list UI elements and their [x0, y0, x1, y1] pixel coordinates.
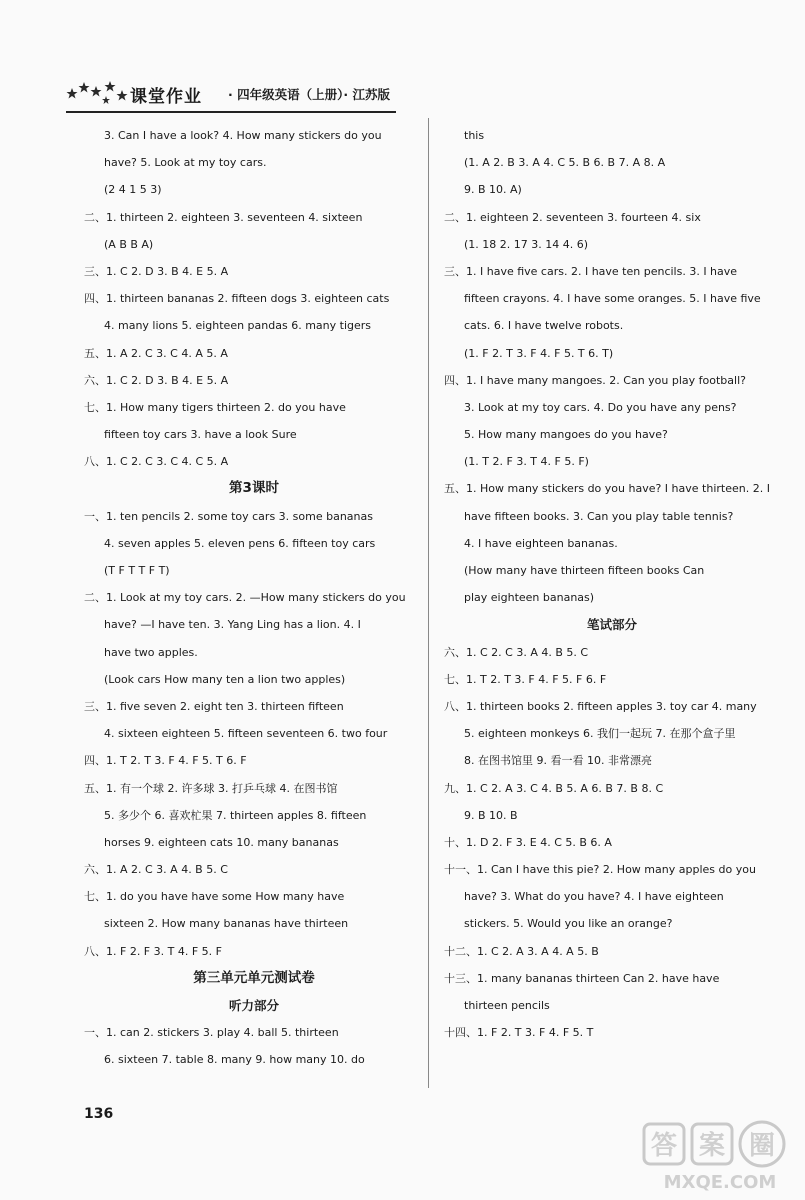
right-answer-line: 十、1. D 2. F 3. E 4. C 5. B 6. A	[444, 835, 612, 849]
svg-text:案: 案	[698, 1131, 726, 1161]
right-answer-line: 4. I have eighteen bananas.	[464, 536, 618, 550]
left-section-heading: 听力部分	[228, 998, 279, 1013]
page-number: 136	[84, 1106, 114, 1122]
left-answer-line: (T F T T F T)	[104, 564, 170, 577]
left-answer-line: (A B B A)	[104, 237, 154, 251]
right-answer-line: 5. How many mangoes do you have?	[464, 428, 668, 442]
left-answer-line: 二、1. thirteen 2. eighteen 3. seventeen 4. sixteen	[84, 210, 363, 224]
left-answer-line: 5. 多少个 6. 喜欢杧果 7. thirteen apples 8. fifteen	[104, 808, 367, 822]
right-answer-line: 七、1. T 2. T 3. F 4. F 5. F 6. F	[444, 672, 607, 686]
right-answer-line: 八、1. thirteen books 2. fifteen apples 3. toy car 4. many	[444, 699, 757, 713]
left-answer-line: 3. Can I have a look? 4. How many stickers do you	[104, 129, 382, 142]
right-column	[444, 122, 780, 1046]
right-answer-line: thirteen pencils	[464, 999, 550, 1012]
left-answer-line: 一、1. ten pencils 2. some toy cars 3. some bananas	[84, 509, 373, 523]
right-answer-line: 六、1. C 2. C 3. A 4. B 5. C	[444, 645, 589, 659]
right-answer-line: (1. A 2. B 3. A 4. C 5. B 6. B 7. A 8. A	[464, 156, 666, 170]
right-answer-line: (How many have thirteen fifteen books Can	[464, 564, 705, 577]
left-answer-line: 三、1. C 2. D 3. B 4. E 5. A	[84, 264, 229, 278]
left-answer-line: 三、1. five seven 2. eight ten 3. thirteen fifteen	[84, 699, 344, 713]
stars-logo-icon	[66, 78, 130, 106]
left-answer-line: 五、1. 有一个球 2. 许多球 3. 打乒乓球 4. 在图书馆	[84, 781, 338, 795]
book-title: 课堂作业	[130, 87, 202, 107]
right-answer-line: (1. F 2. T 3. F 4. F 5. T 6. T)	[464, 346, 614, 360]
left-answer-line: (Look cars How many ten a lion two apples)	[104, 672, 346, 686]
left-answer-line: sixteen 2. How many bananas have thirteen	[104, 917, 349, 931]
right-answer-line: 五、1. How many stickers do you have? I have thirteen. 2. I	[444, 482, 770, 496]
left-answer-line: 4. sixteen eighteen 5. fifteen seventeen 6. two four	[104, 727, 388, 741]
left-answer-line: fifteen toy cars 3. have a look Sure	[104, 428, 297, 442]
right-answer-line: 二、1. eighteen 2. seventeen 3. fourteen 4. six	[444, 210, 701, 224]
right-answer-line: have fifteen books. 3. Can you play table tennis?	[464, 509, 734, 523]
left-answer-line: 4. seven apples 5. eleven pens 6. fifteen toy cars	[104, 536, 376, 550]
right-answer-line: 5. eighteen monkeys 6. 我们一起玩 7. 在那个盒子里	[464, 727, 736, 741]
right-answer-line: have? 3. What do you have? 4. I have eighteen	[464, 890, 724, 904]
left-answer-line: (2 4 1 5 3)	[104, 183, 162, 197]
right-answer-line: 3. Look at my toy cars. 4. Do you have any pens?	[464, 400, 737, 414]
right-answer-line: 十四、1. F 2. T 3. F 4. F 5. T	[444, 1026, 594, 1040]
left-answer-line: 四、1. T 2. T 3. F 4. F 5. T 6. F	[84, 754, 247, 768]
left-answer-line: have two apples.	[104, 645, 198, 659]
left-answer-line: 七、1. do you have have some How many have	[84, 890, 345, 904]
left-answer-line: 四、1. thirteen bananas 2. fifteen dogs 3. eighteen cats	[84, 292, 390, 306]
left-answer-line: 4. many lions 5. eighteen pandas 6. many tigers	[104, 319, 371, 333]
right-answer-line: (1. T 2. F 3. T 4. F 5. F)	[464, 455, 589, 469]
left-section-heading: 第三单元单元测试卷	[193, 969, 315, 986]
right-answer-line: play eighteen bananas)	[464, 591, 595, 605]
watermark-logo-icon	[640, 1118, 800, 1194]
left-answer-line: 6. sixteen 7. table 8. many 9. how many 10. do	[104, 1053, 365, 1067]
right-answer-line: cats. 6. I have twelve robots.	[464, 319, 624, 333]
left-answer-line: 六、1. C 2. D 3. B 4. E 5. A	[84, 373, 229, 387]
svg-text:MXQE.COM: MXQE.COM	[663, 1172, 777, 1193]
right-answer-line: 九、1. C 2. A 3. C 4. B 5. A 6. B 7. B 8. C	[444, 781, 664, 795]
left-section-heading: 第3课时	[229, 480, 279, 497]
left-answer-line: 七、1. How many tigers thirteen 2. do you have	[84, 400, 346, 414]
svg-text:圈: 圈	[748, 1131, 776, 1161]
right-answer-line: 四、1. I have many mangoes. 2. Can you play football?	[444, 373, 746, 387]
right-answer-line: 三、1. I have five cars. 2. I have ten pencils. 3. I have	[444, 264, 738, 278]
column-divider	[428, 118, 429, 1088]
right-answer-line: stickers. 5. Would you like an orange?	[464, 917, 673, 931]
left-answer-line: 八、1. C 2. C 3. C 4. C 5. A	[84, 455, 229, 469]
left-answer-line: 一、1. can 2. stickers 3. play 4. ball 5. thirteen	[84, 1026, 339, 1040]
right-section-heading: 笔试部分	[586, 617, 637, 633]
left-column	[84, 122, 424, 1074]
left-answer-line: have? —I have ten. 3. Yang Ling has a lion. 4. I	[104, 618, 361, 632]
book-subtitle: · 四年级英语（上册）· 江苏版	[228, 87, 390, 102]
right-answer-line: this	[464, 129, 485, 142]
page-header	[66, 74, 396, 110]
right-answer-line: 十二、1. C 2. A 3. A 4. A 5. B	[444, 944, 599, 958]
right-answer-line: fifteen crayons. 4. I have some oranges. 5. I have five	[464, 292, 761, 306]
right-answer-line: 8. 在图书馆里 9. 看一看 10. 非常漂亮	[464, 754, 652, 768]
left-answer-line: 二、1. Look at my toy cars. 2. —How many stickers do you	[84, 591, 406, 605]
right-answer-line: 9. B 10. B	[464, 808, 518, 822]
left-answer-line: 五、1. A 2. C 3. C 4. A 5. A	[84, 346, 228, 360]
right-answer-line: 十三、1. many bananas thirteen Can 2. have have	[444, 971, 720, 985]
header-rule	[66, 111, 396, 113]
right-answer-line: (1. 18 2. 17 3. 14 4. 6)	[464, 237, 589, 251]
left-answer-line: 八、1. F 2. F 3. T 4. F 5. F	[84, 944, 222, 958]
right-answer-line: 十一、1. Can I have this pie? 2. How many apples do you	[444, 863, 756, 877]
svg-text:答: 答	[650, 1131, 678, 1161]
left-answer-line: have? 5. Look at my toy cars.	[104, 156, 267, 170]
left-answer-line: 六、1. A 2. C 3. A 4. B 5. C	[84, 863, 228, 877]
left-answer-line: horses 9. eighteen cats 10. many bananas	[104, 835, 339, 849]
right-answer-line: 9. B 10. A)	[464, 183, 522, 197]
